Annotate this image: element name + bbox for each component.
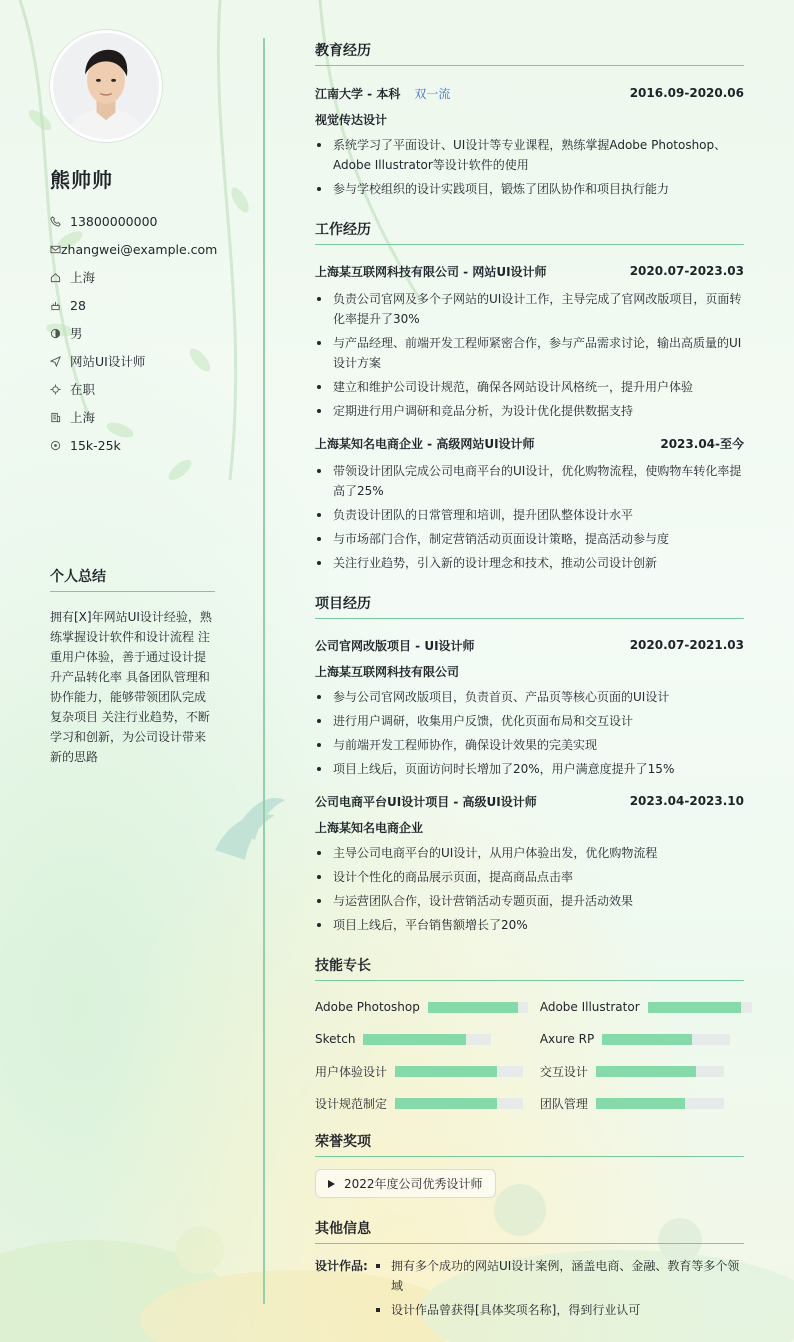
project-name: 公司电商平台UI设计项目 - 高级UI设计师	[315, 794, 537, 809]
job-head-2	[315, 433, 744, 453]
list-item: 项目上线后，平台销售额增长了20%	[315, 915, 744, 935]
project-name: 公司官网改版项目 - UI设计师	[315, 638, 475, 653]
list-item: 参与学校组织的设计实践项目，锻炼了团队协作和项目执行能力	[315, 179, 744, 199]
right-column	[315, 40, 744, 1324]
project-date: 2020.07-2021.03	[629, 638, 744, 652]
list-item: 建立和维护公司设计规范，确保各网站设计风格统一，提升用户体验	[315, 377, 744, 397]
skill-name: Adobe Photoshop	[315, 1000, 420, 1014]
job-company: 上海某知名电商企业 - 高级网站UI设计师	[315, 436, 535, 451]
work-section	[315, 219, 744, 573]
info-phone	[50, 207, 215, 235]
summary-title: 个人总结	[50, 566, 215, 592]
avatar	[50, 30, 162, 142]
work-title: 工作经历	[315, 219, 744, 245]
skill-name: 交互设计	[539, 1064, 588, 1079]
info-age-text: 28	[70, 297, 86, 313]
info-email-text: zhangwei@example.com	[61, 241, 218, 257]
other-section	[315, 1218, 744, 1324]
play-triangle-icon	[328, 1180, 335, 1188]
honors-section	[315, 1131, 744, 1198]
info-salary	[50, 431, 215, 459]
skill-bar	[363, 1034, 491, 1045]
skill-item	[540, 1087, 752, 1119]
education-section	[315, 40, 744, 199]
project-bullets-1	[315, 687, 744, 779]
list-item: 与运营团队合作，设计营销活动专题页面，提升活动效果	[315, 891, 744, 911]
cake-icon	[50, 298, 70, 312]
list-item: 带领设计团队完成公司电商平台的UI设计，优化购物流程，使购物车转化率提高了25%	[315, 461, 744, 501]
info-phone-text: 13800000000	[70, 213, 158, 229]
phone-icon	[50, 214, 70, 228]
info-work-city-text: 上海	[70, 410, 96, 425]
skill-bar	[648, 1002, 752, 1013]
skill-bar	[596, 1066, 724, 1077]
education-tag: 双一流	[414, 86, 451, 101]
info-position-text: 网站UI设计师	[70, 354, 146, 369]
info-gender-text: 男	[70, 326, 83, 341]
skill-bar	[395, 1066, 523, 1077]
list-item: 与前端开发工程师协作，确保设计效果的完美实现	[315, 735, 744, 755]
skill-bar	[428, 1002, 528, 1013]
info-work-city	[50, 403, 215, 431]
skill-item	[315, 1023, 528, 1055]
project-head-2	[315, 791, 744, 811]
projects-section	[315, 593, 744, 935]
skill-bar-fill	[602, 1034, 692, 1045]
project-org: 上海某互联网科技有限公司	[315, 665, 460, 679]
home-icon	[50, 270, 70, 284]
summary-text: 拥有[X]年网站UI设计经验，熟练掌握设计软件和设计流程 注重用户体验，善于通过设计提升产品转化率 具备团队管理和协作能力，能够带领团队完成复杂项目 关注行业趋势，不断学习和创新，为公司设计带来新的思路	[50, 610, 212, 764]
job-head-1	[315, 261, 744, 281]
left-column	[50, 30, 218, 459]
list-item: 拥有多个成功的网站UI设计案例，涵盖电商、金融、教育等多个领域	[373, 1256, 744, 1296]
column-divider	[263, 38, 265, 1304]
skill-bar	[395, 1098, 523, 1109]
list-item: 进行用户调研，收集用户反馈，优化页面布局和交互设计	[315, 711, 744, 731]
skill-bar-fill	[428, 1002, 518, 1013]
project-head-1	[315, 635, 744, 655]
list-item: 项目上线后，页面访问时长增加了20%，用户满意度提升了15%	[315, 759, 744, 779]
skill-name: Sketch	[315, 1032, 356, 1046]
other-bullets	[373, 1256, 744, 1324]
list-item: 主导公司电商平台的UI设计，从用户体验出发，优化购物流程	[315, 843, 744, 863]
skill-item	[540, 1023, 752, 1055]
education-date: 2016.09-2020.06	[629, 86, 744, 100]
education-major: 视觉传达设计	[315, 113, 388, 127]
summary-section	[50, 566, 215, 767]
skills-section	[315, 955, 744, 1119]
skill-item	[540, 1055, 752, 1087]
list-item: 定期进行用户调研和竞品分析，为设计优化提供数据支持	[315, 401, 744, 421]
job-bullets-2	[315, 461, 744, 573]
list-item: 负责公司官网及多个子网站的UI设计工作，主导完成了官网改版项目，页面转化率提升了30%	[315, 289, 744, 329]
info-status-text: 在职	[70, 382, 96, 397]
award-text: 2022年度公司优秀设计师	[344, 1177, 483, 1191]
info-gender	[50, 319, 215, 347]
list-item: 参与公司官网改版项目，负责首页、产品页等核心页面的UI设计	[315, 687, 744, 707]
profile-name: 熊帅帅	[50, 168, 113, 192]
info-email	[50, 235, 218, 263]
skill-bar	[596, 1098, 724, 1109]
avatar-portrait	[53, 33, 159, 139]
skill-bar-fill	[648, 1002, 742, 1013]
info-status	[50, 375, 215, 403]
skill-name: 设计规范制定	[315, 1096, 388, 1111]
list-item: 设计个性化的商品展示页面，提高商品点击率	[315, 867, 744, 887]
honors-title: 荣誉奖项	[315, 1131, 744, 1157]
project-date: 2023.04-2023.10	[629, 794, 744, 808]
info-salary-text: 15k-25k	[70, 437, 121, 453]
status-icon	[50, 382, 70, 396]
project-org: 上海某知名电商企业	[315, 821, 424, 835]
skill-name: Axure RP	[539, 1032, 595, 1046]
education-title: 教育经历	[315, 40, 744, 66]
job-company: 上海某互联网科技有限公司 - 网站UI设计师	[315, 264, 547, 279]
skill-bar-fill	[395, 1066, 497, 1077]
job-date: 2023.04-至今	[660, 436, 744, 451]
skill-item	[315, 1087, 528, 1119]
other-label: 设计作品:	[315, 1259, 368, 1273]
gender-icon	[50, 326, 70, 340]
skill-bar-fill	[395, 1098, 497, 1109]
skills-grid	[315, 991, 744, 1119]
info-city-text: 上海	[70, 270, 96, 285]
other-works	[315, 1256, 744, 1324]
skill-bar	[602, 1034, 730, 1045]
info-position	[50, 347, 215, 375]
info-city	[50, 263, 215, 291]
profile-info-list	[50, 207, 218, 459]
education-school: 江南大学 - 本科	[315, 86, 401, 101]
education-school-wrap	[315, 85, 450, 102]
job-bullets-1	[315, 289, 744, 421]
skill-item	[315, 1055, 528, 1087]
projects-title: 项目经历	[315, 593, 744, 619]
skill-name: Adobe Illustrator	[539, 1000, 640, 1014]
skill-bar-fill	[596, 1098, 686, 1109]
mail-icon	[50, 242, 61, 256]
skill-item	[540, 991, 752, 1023]
project-bullets-2	[315, 843, 744, 935]
info-age	[50, 291, 215, 319]
list-item: 与产品经理、前端开发工程师紧密合作，参与产品需求讨论，输出高质量的UI设计方案	[315, 333, 744, 373]
list-item: 关注行业趋势，引入新的设计理念和技术，推动公司设计创新	[315, 553, 744, 573]
skill-name: 团队管理	[539, 1096, 588, 1111]
skill-bar-fill	[596, 1066, 696, 1077]
skill-bar-fill	[363, 1034, 465, 1045]
salary-icon	[50, 438, 70, 452]
send-icon	[50, 354, 70, 368]
education-bullets	[315, 135, 744, 199]
education-head	[315, 83, 744, 103]
skill-item	[315, 991, 528, 1023]
award-item[interactable]	[315, 1169, 496, 1198]
skill-name: 用户体验设计	[315, 1064, 388, 1079]
building-icon	[50, 410, 70, 424]
list-item: 负责设计团队的日常管理和培训，提升团队整体设计水平	[315, 505, 744, 525]
list-item: 与市场部门合作，制定营销活动页面设计策略，提高活动参与度	[315, 529, 744, 549]
list-item: 系统学习了平面设计、UI设计等专业课程，熟练掌握Adobe Photoshop、Adobe Illustrator等设计软件的使用	[315, 135, 744, 175]
other-title: 其他信息	[315, 1218, 744, 1244]
list-item: 设计作品曾获得[具体奖项名称]，得到行业认可	[373, 1300, 744, 1320]
job-date: 2020.07-2023.03	[629, 264, 744, 278]
skills-title: 技能专长	[315, 955, 744, 981]
